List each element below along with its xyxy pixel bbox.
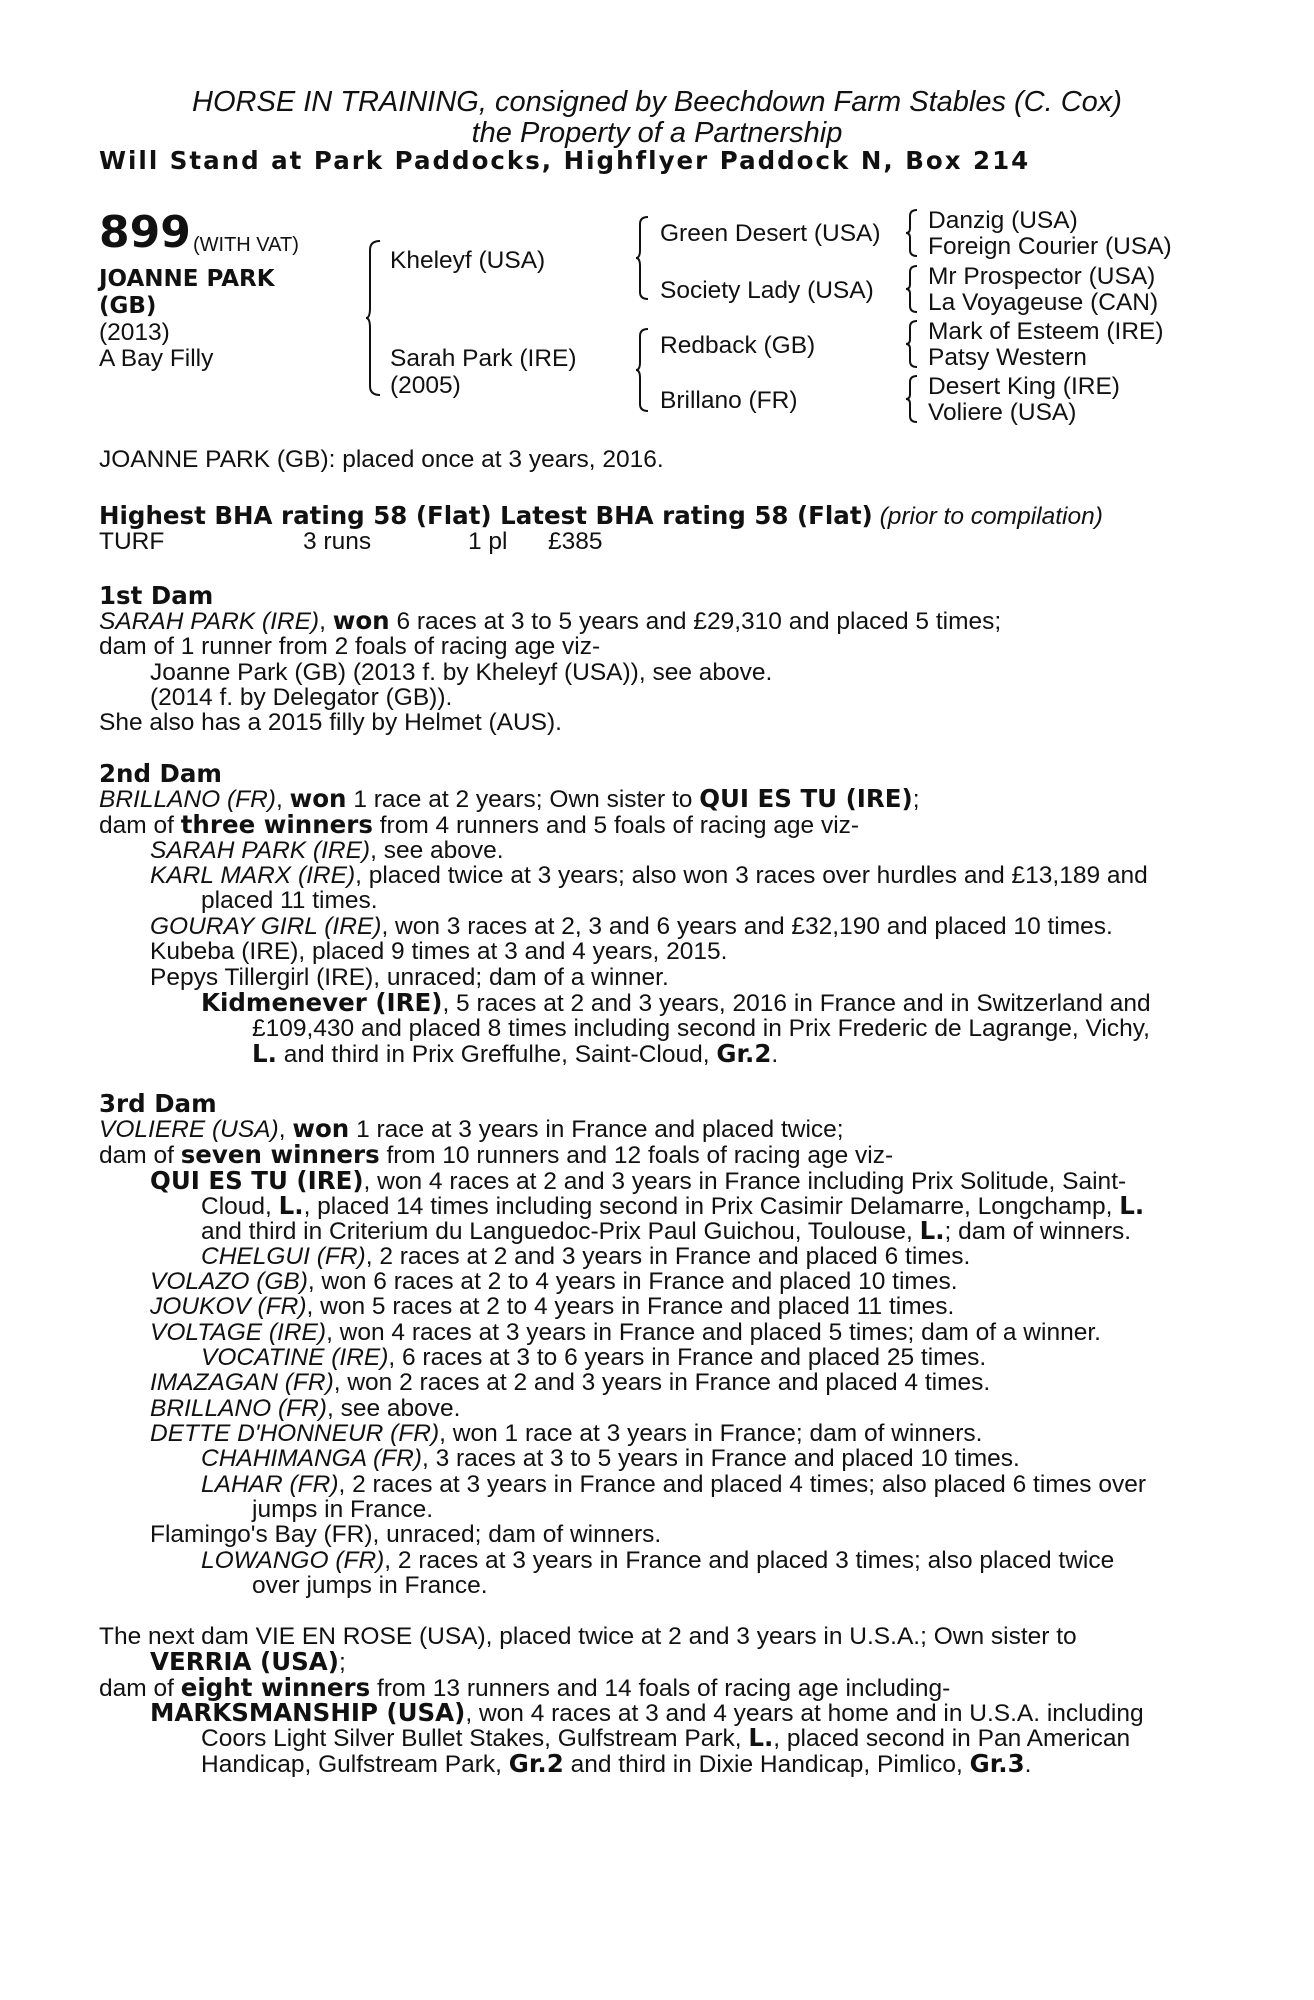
listed-label: L. [1119, 1191, 1145, 1220]
text: , see above. [326, 1395, 461, 1422]
third-dam-heading: 3rd Dam [99, 1089, 217, 1118]
dam3-produce-8: Flamingo's Bay (FR), unraced; dam of winners. [150, 1521, 662, 1548]
text: Handicap, Gulfstream Park, [201, 1751, 509, 1778]
horse-name: VOLAZO (GB) [150, 1268, 308, 1295]
third-dam-line: VOLIERE (USA), won 1 race at 3 years in France and placed twice; [99, 1114, 844, 1143]
sire-sire: Green Desert (USA) [660, 220, 881, 247]
earnings: £385 [548, 528, 603, 555]
horse-description: A Bay Filly [99, 345, 214, 372]
text: , 3 races at 3 to 5 years in France and placed 10 times. [421, 1445, 1020, 1472]
dam2-produce-3 [150, 914, 1113, 940]
dam3-produce-3 [150, 1294, 954, 1320]
first-dam-produce-intro: dam of 1 runner from 2 foals of racing age viz- [99, 633, 601, 660]
horse-name: Kidmenever (IRE) [201, 988, 443, 1017]
rating-note: (prior to compilation) [879, 503, 1103, 530]
horse-name: LOWANGO (FR) [201, 1547, 385, 1574]
horse-name: CHELGUI (FR) [201, 1243, 366, 1270]
produce-note: She also has a 2015 filly by Helmet (AUS). [99, 709, 562, 736]
listed-label: L. [278, 1191, 304, 1220]
runs-count: 3 runs [303, 528, 372, 555]
text: and third in Dixie Handicap, Pimlico, [563, 1751, 970, 1778]
sire-dam: Society Lady (USA) [660, 277, 874, 304]
lot-number: 899 [99, 207, 191, 258]
horse-name: IMAZAGAN (FR) [150, 1369, 334, 1396]
text: , won 5 races at 2 to 4 years in France and placed 11 times. [306, 1293, 955, 1320]
punct: . [771, 1041, 779, 1068]
listed-label: L. [252, 1039, 277, 1068]
pedigree-brace-ggp4 [905, 374, 919, 424]
dam3-produce-7-sub2 [201, 1472, 1146, 1498]
text: from 13 runners and 14 foals of racing age including- [370, 1675, 951, 1702]
group-label: Gr.2 [716, 1039, 772, 1068]
rating-bold: Highest BHA rating 58 (Flat) Latest BHA rating 58 (Flat) [99, 501, 873, 530]
winners-count: seven winners [180, 1140, 380, 1169]
won-label: won [289, 784, 347, 813]
text: Cloud, [201, 1193, 279, 1220]
horse-name: CHAHIMANGA (FR) [201, 1445, 422, 1472]
next-dam-produce-1-l3 [201, 1751, 1031, 1778]
pedigree-brace-dam [636, 328, 652, 412]
horse-name: VOLTAGE (IRE) [150, 1319, 327, 1346]
dam2-grandproduce [201, 990, 1151, 1017]
next-dam-produce-1-l2 [201, 1725, 1130, 1752]
dam3-produce-6 [150, 1396, 460, 1422]
pedigree-brace-ggp3 [905, 319, 919, 369]
dam2-produce-2-cont: placed 11 times. [201, 887, 378, 914]
text: , 6 races at 3 to 6 years in France and placed 25 times. [388, 1344, 987, 1371]
horse-name: JOUKOV (FR) [150, 1293, 307, 1320]
text: and third in Prix Greffulhe, Saint-Cloud, [276, 1041, 717, 1068]
ggp-8: Voliere (USA) [928, 399, 1077, 426]
ggp-1: Danzig (USA) [928, 207, 1078, 234]
rating-line [99, 503, 1103, 530]
text: ; dam of winners. [944, 1218, 1132, 1245]
text: dam of [99, 1675, 181, 1702]
horse-name: LAHAR (FR) [201, 1471, 339, 1498]
text: , 2 races at 3 years in France and placed 3 times; also placed twice [384, 1547, 1115, 1574]
text: , placed second in Pan American [773, 1725, 1131, 1752]
winners-count: three winners [180, 810, 373, 839]
race-summary: JOANNE PARK (GB): placed once at 3 years, 2016. [99, 446, 664, 473]
dam3-produce-1-sub [201, 1244, 970, 1270]
text: , 2 races at 3 years in France and placed 4 times; also placed 6 times over [338, 1471, 1147, 1498]
text: , 5 races at 2 and 3 years, 2016 in France and in Switzerland and [442, 990, 1151, 1017]
text: from 10 runners and 12 foals of racing age viz- [379, 1142, 894, 1169]
won-label: won [332, 606, 390, 635]
text: from 4 runners and 5 foals of racing age viz- [372, 812, 860, 839]
text: , 2 races at 2 and 3 years in France and placed 6 times. [365, 1243, 971, 1270]
dam-name: Sarah Park (IRE) [390, 345, 577, 372]
dam2-produce-1 [150, 838, 504, 864]
second-dam-produce-intro [99, 812, 859, 839]
first-dam-name: SARAH PARK (IRE) [99, 608, 320, 635]
ggp-7: Desert King (IRE) [928, 373, 1120, 400]
pedigree-brace-ggp2 [905, 264, 919, 314]
property-line: the Property of a Partnership [471, 117, 843, 149]
dam2-produce-4: Kubeba (IRE), placed 9 times at 3 and 4 years, 2015. [150, 938, 728, 965]
horse-name: QUI ES TU (IRE) [150, 1166, 364, 1195]
first-dam-line: SARAH PARK (IRE), won 6 races at 3 to 5 years and £29,310 and placed 5 times; [99, 606, 1002, 635]
location-line: Will Stand at Park Paddocks, Highflyer Paddock N, Box 214 [99, 146, 1031, 175]
next-dam-produce-1 [150, 1700, 1144, 1727]
ggp-4: La Voyageuse (CAN) [928, 289, 1159, 316]
dam3-produce-4-sub [201, 1345, 986, 1371]
text: dam of [99, 812, 181, 839]
text: , won 4 races at 2 and 3 years in France including Prix Solitude, Saint- [363, 1168, 1127, 1195]
dam2-produce-2 [150, 863, 1148, 889]
text: , won 6 races at 2 to 4 years in France and placed 10 times. [307, 1268, 958, 1295]
vat-note: (WITH VAT) [193, 234, 299, 256]
winners-count: eight winners [180, 1673, 371, 1702]
next-dam-sister [150, 1649, 346, 1676]
dam-year: (2005) [390, 372, 461, 399]
dam3-produce-2 [150, 1269, 958, 1295]
punct: . [1024, 1751, 1032, 1778]
next-dam-line: The next dam VIE EN ROSE (USA), placed twice at 2 and 3 years in U.S.A.; Own sister to [99, 1623, 1077, 1650]
dam3-produce-4 [150, 1320, 1101, 1346]
produce-1: Joanne Park (GB) (2013 f. by Kheleyf (USA)), see above. [150, 659, 773, 686]
second-dam-name: BRILLANO (FR) [99, 786, 276, 813]
dam-dam: Brillano (FR) [660, 387, 798, 414]
consignor-line: HORSE IN TRAINING, consigned by Beechdown Farm Stables (C. Cox) [192, 86, 1122, 118]
listed-label: L. [919, 1216, 945, 1245]
dam2-produce-5: Pepys Tillergirl (IRE), unraced; dam of a winner. [150, 964, 669, 991]
text: 1 race at 3 years in France and placed twice; [349, 1116, 844, 1143]
text: , won 3 races at 2, 3 and 6 years and £32,190 and placed 10 times. [381, 913, 1113, 940]
dam2-grandproduce-l2: £109,430 and placed 8 times including second in Prix Frederic de Lagrange, Vichy, [252, 1015, 1150, 1042]
text: dam of [99, 1142, 181, 1169]
horse-name: DETTE D'HONNEUR (FR) [150, 1420, 440, 1447]
text: , won 1 race at 3 years in France; dam of winners. [439, 1420, 983, 1447]
ggp-5: Mark of Esteem (IRE) [928, 318, 1164, 345]
first-dam-heading: 1st Dam [99, 581, 214, 610]
text: and third in Criterium du Languedoc-Prix Paul Guichou, Toulouse, [201, 1218, 920, 1245]
pedigree-brace-ggp1 [905, 208, 919, 258]
punct: ; [338, 1649, 346, 1676]
text: , won 4 races at 3 years in France and placed 5 times; dam of a winner. [326, 1319, 1101, 1346]
text: , placed twice at 3 years; also won 3 races over hurdles and £13,189 and [355, 862, 1148, 889]
dam3-produce-8-sub [201, 1548, 1114, 1574]
dam3-produce-7-sub2-cont: jumps in France. [252, 1496, 434, 1523]
pedigree-brace-sire [636, 216, 652, 300]
pedigree-brace-main [366, 240, 382, 396]
text: , placed 14 times including second in Prix Casimir Delamarre, Longchamp, [303, 1193, 1120, 1220]
text: , see above. [370, 837, 504, 864]
sister-name: VERRIA (USA) [150, 1647, 339, 1676]
horse-name: JOANNE PARK [99, 266, 275, 292]
ggp-3: Mr Prospector (USA) [928, 263, 1156, 290]
foaling-year: (2013) [99, 319, 170, 346]
won-label: won [292, 1114, 350, 1143]
horse-name: VOCATINE (IRE) [201, 1344, 389, 1371]
sister-name: QUI ES TU (IRE) [699, 784, 913, 813]
second-dam-line: BRILLANO (FR), won 1 race at 2 years; Own sister to QUI ES TU (IRE); [99, 784, 920, 813]
dam3-produce-8-sub-cont: over jumps in France. [252, 1572, 488, 1599]
horse-country: (GB) [99, 293, 157, 319]
group-label: Gr.2 [508, 1749, 564, 1778]
ggp-6: Patsy Western [928, 344, 1087, 371]
sire-name: Kheleyf (USA) [390, 247, 546, 274]
second-dam-heading: 2nd Dam [99, 759, 222, 788]
first-dam-record: 6 races at 3 to 5 years and £29,310 and placed 5 times; [389, 608, 1002, 635]
dam3-produce-1-l3 [201, 1218, 1131, 1245]
produce-2: (2014 f. by Delegator (GB)). [150, 684, 453, 711]
text: Coors Light Silver Bullet Stakes, Gulfstream Park, [201, 1725, 749, 1752]
second-dam-record: 1 race at 2 years; Own sister to [346, 786, 700, 813]
group-label: Gr.3 [969, 1749, 1025, 1778]
text: , won 4 races at 3 and 4 years at home and in U.S.A. including [465, 1700, 1144, 1727]
listed-label: L. [748, 1723, 774, 1752]
third-dam-produce-intro [99, 1142, 893, 1169]
surface-label: TURF [99, 528, 165, 555]
horse-name: SARAH PARK (IRE) [150, 837, 371, 864]
ggp-2: Foreign Courier (USA) [928, 233, 1172, 260]
horse-name: KARL MARX (IRE) [150, 862, 356, 889]
horse-name: GOURAY GIRL (IRE) [150, 913, 382, 940]
horse-name: BRILLANO (FR) [150, 1395, 327, 1422]
dam3-produce-7-sub1 [201, 1446, 1020, 1472]
punct: ; [912, 786, 920, 813]
dam2-grandproduce-l3 [252, 1041, 778, 1068]
text: , won 2 races at 2 and 3 years in France and placed 4 times. [333, 1369, 991, 1396]
third-dam-name: VOLIERE (USA) [99, 1116, 279, 1143]
dam3-produce-1-l2 [201, 1193, 1144, 1220]
dam3-produce-5 [150, 1370, 990, 1396]
placed-count: 1 pl [468, 528, 508, 555]
dam3-produce-7 [150, 1421, 982, 1447]
dam-sire: Redback (GB) [660, 332, 816, 359]
horse-name: MARKSMANSHIP (USA) [150, 1698, 466, 1727]
